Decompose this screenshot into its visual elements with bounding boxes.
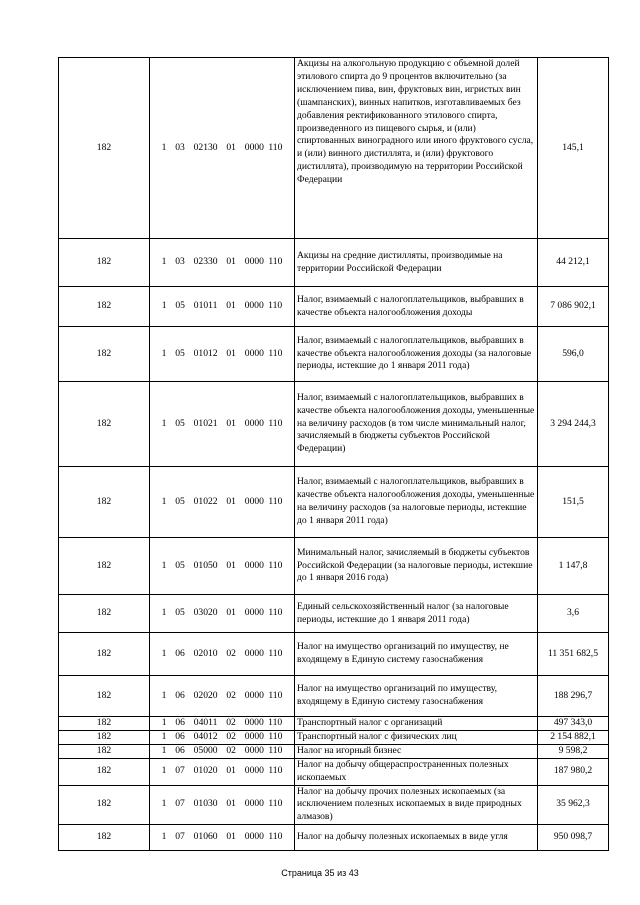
- admin-code-cell: 182: [59, 785, 150, 825]
- amount-cell: 11 351 682,5: [538, 633, 609, 676]
- budget-code-cell: 1 05 01022 01 0000 110: [150, 467, 295, 538]
- amount-cell: 2 154 882,1: [538, 730, 609, 744]
- admin-code-cell: 182: [59, 239, 150, 287]
- amount-cell: 151,5: [538, 467, 609, 538]
- admin-code-cell: 182: [59, 327, 150, 382]
- amount-cell: 188 296,7: [538, 676, 609, 717]
- table-row: [59, 730, 609, 744]
- revenue-name-cell: Налог, взимаемый с налогоплательщиков, выбравших в качестве объекта налогообложения доходы, уменьшенные на величину расходов (за налоговые периоды, истекшие до 1 января 2011 года): [295, 467, 538, 538]
- admin-code-cell: 182: [59, 730, 150, 744]
- revenue-name-cell: Минимальный налог, зачисляемый в бюджеты субъектов Российской Федерации (за налоговые периоды, истекшие до 1 января 2016 года): [295, 538, 538, 595]
- admin-code-cell: 182: [59, 758, 150, 785]
- admin-code-cell: 182: [59, 676, 150, 717]
- admin-code-cell: 182: [59, 382, 150, 467]
- revenue-name-cell: Налог на игорный бизнес: [295, 744, 538, 758]
- admin-code-cell: 182: [59, 717, 150, 731]
- table-row: [59, 717, 609, 731]
- admin-code-cell: 182: [59, 633, 150, 676]
- table-row: [59, 58, 609, 239]
- table-row: [59, 382, 609, 467]
- budget-code-cell: 1 07 01020 01 0000 110: [150, 758, 295, 785]
- revenue-name-cell: Налог на добычу общераспространенных полезных ископаемых: [295, 758, 538, 785]
- budget-code-cell: 1 05 01021 01 0000 110: [150, 382, 295, 467]
- budget-code-cell: 1 05 01012 01 0000 110: [150, 327, 295, 382]
- amount-cell: 3,6: [538, 595, 609, 633]
- revenue-table-body: [59, 58, 609, 851]
- table-row: [59, 785, 609, 825]
- revenue-name-cell: Налог на имущество организаций по имуществу, не входящему в Единую систему газоснабжения: [295, 633, 538, 676]
- budget-code-cell: 1 05 03020 01 0000 110: [150, 595, 295, 633]
- amount-cell: 44 212,1: [538, 239, 609, 287]
- admin-code-cell: 182: [59, 744, 150, 758]
- revenue-name-cell: Налог, взимаемый с налогоплательщиков, выбравших в качестве объекта налогообложения доходы (за налоговые периоды, истекшие до 1 января 2011 года): [295, 327, 538, 382]
- amount-cell: 9 598,2: [538, 744, 609, 758]
- amount-cell: 187 980,2: [538, 758, 609, 785]
- budget-code-cell: 1 03 02330 01 0000 110: [150, 239, 295, 287]
- revenue-name-cell: Налог, взимаемый с налогоплательщиков, выбравших в качестве объекта налогообложения доходы, уменьшенные на величину расходов (в том числе минимальный налог, зачисляемый в бюджеты субъектов Российской Федерации): [295, 382, 538, 467]
- admin-code-cell: 182: [59, 538, 150, 595]
- revenue-name-cell: Налог на добычу полезных ископаемых в виде угля: [295, 825, 538, 851]
- revenue-name-cell: Акцизы на средние дистилляты, производимые на территории Российской Федерации: [295, 239, 538, 287]
- revenue-name-cell: Налог на добычу прочих полезных ископаемых (за исключением полезных ископаемых в виде природных алмазов): [295, 785, 538, 825]
- table-row: [59, 467, 609, 538]
- table-row: [59, 825, 609, 851]
- admin-code-cell: 182: [59, 595, 150, 633]
- admin-code-cell: 182: [59, 467, 150, 538]
- revenue-table: [58, 57, 609, 851]
- table-row: [59, 595, 609, 633]
- budget-code-cell: 1 06 05000 02 0000 110: [150, 744, 295, 758]
- budget-code-cell: 1 03 02130 01 0000 110: [150, 58, 295, 239]
- amount-cell: 7 086 902,1: [538, 287, 609, 327]
- table-row: [59, 538, 609, 595]
- table-row: [59, 633, 609, 676]
- budget-code-cell: 1 07 01030 01 0000 110: [150, 785, 295, 825]
- revenue-name-cell: Акцизы на алкогольную продукцию с объемной долей этилового спирта до 9 процентов включительно (за исключением пива, вин, фруктовых вин, игристых вин (шампанских), винных напитков, изготавливаемых без добавления ректификованного этилового спирта, произведенного из пищевого сырья, и (или) спиртованных виноградного или иного фруктового сусла, и (или) винного дистиллята, и (или) фруктового дистиллята), производимую на территории Российской Федерации: [295, 58, 538, 239]
- revenue-name-cell: Единый сельскохозяйственный налог (за налоговые периоды, истекшие до 1 января 2011 года): [295, 595, 538, 633]
- amount-cell: 3 294 244,3: [538, 382, 609, 467]
- budget-code-cell: 1 06 04011 02 0000 110: [150, 717, 295, 731]
- page-footer: Страница 35 из 43: [281, 868, 359, 878]
- budget-code-cell: 1 05 01011 01 0000 110: [150, 287, 295, 327]
- amount-cell: 35 962,3: [538, 785, 609, 825]
- admin-code-cell: 182: [59, 825, 150, 851]
- budget-code-cell: 1 05 01050 01 0000 110: [150, 538, 295, 595]
- table-row: [59, 239, 609, 287]
- admin-code-cell: 182: [59, 58, 150, 239]
- amount-cell: 950 098,7: [538, 825, 609, 851]
- admin-code-cell: 182: [59, 287, 150, 327]
- amount-cell: 145,1: [538, 58, 609, 239]
- budget-code-cell: 1 06 02010 02 0000 110: [150, 633, 295, 676]
- revenue-name-cell: Налог, взимаемый с налогоплательщиков, выбравших в качестве объекта налогообложения доходы: [295, 287, 538, 327]
- revenue-name-cell: Транспортный налог с организаций: [295, 717, 538, 731]
- table-row: [59, 287, 609, 327]
- budget-code-cell: 1 06 04012 02 0000 110: [150, 730, 295, 744]
- amount-cell: 1 147,8: [538, 538, 609, 595]
- table-row: [59, 676, 609, 717]
- table-row: [59, 327, 609, 382]
- revenue-name-cell: Транспортный налог с физических лиц: [295, 730, 538, 744]
- amount-cell: 596,0: [538, 327, 609, 382]
- table-row: [59, 758, 609, 785]
- budget-code-cell: 1 06 02020 02 0000 110: [150, 676, 295, 717]
- revenue-name-cell: Налог на имущество организаций по имуществу, входящему в Единую систему газоснабжения: [295, 676, 538, 717]
- amount-cell: 497 343,0: [538, 717, 609, 731]
- budget-code-cell: 1 07 01060 01 0000 110: [150, 825, 295, 851]
- table-row: [59, 744, 609, 758]
